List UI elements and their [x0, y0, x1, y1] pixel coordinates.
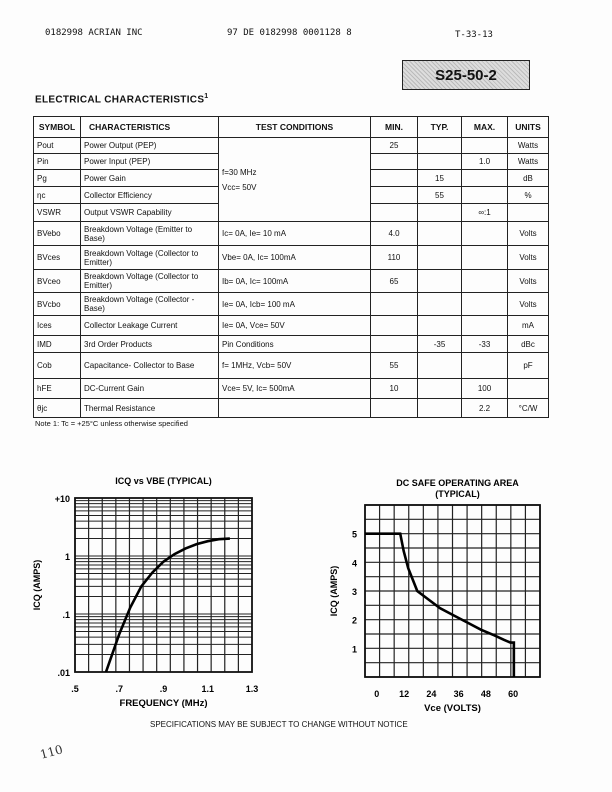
col-units: UNITS	[508, 117, 549, 138]
col-typ: TYP.	[418, 117, 462, 138]
footnote-mark: 1	[204, 93, 209, 100]
cell-typ: 15	[418, 170, 462, 187]
header-company: 0182998 ACRIAN INC	[45, 28, 143, 38]
cell-units: Volts	[508, 246, 549, 270]
cell-characteristic: Breakdown Voltage (Collector - Base)	[81, 293, 219, 316]
y-axis-label: ICQ (AMPS)	[329, 565, 339, 617]
cell-units: mA	[508, 316, 549, 336]
cell-condition: Pin Conditions	[219, 336, 371, 353]
cell-characteristic: Thermal Resistance	[81, 399, 219, 418]
cell-characteristic: DC-Current Gain	[81, 379, 219, 399]
cell-symbol: IMD	[34, 336, 81, 353]
cell-condition: Ib= 0A, Ic= 100mA	[219, 270, 371, 293]
x-tick-label: .5	[71, 684, 79, 694]
cell-units: Watts	[508, 138, 549, 154]
x-axis-label: Vce (VOLTS)	[424, 703, 481, 714]
x-tick-label: 48	[480, 689, 491, 699]
x-tick-label: 1.1	[201, 684, 215, 694]
cell-condition: f= 1MHz, Vcb= 50V	[219, 353, 371, 379]
cell-min: 55	[371, 353, 418, 379]
cell-condition: Ic= 0A, Ie= 10 mA	[219, 222, 371, 246]
shared-condition: Vcc= 50V	[222, 182, 257, 192]
cell-units: Watts	[508, 154, 549, 170]
header-code: 97 DE 0182998 0001128 8	[227, 28, 352, 38]
col-max: MAX.	[462, 117, 508, 138]
y-tick-label: 5	[351, 529, 357, 540]
x-tick-label: 1.3	[245, 684, 259, 694]
cell-min: 65	[371, 270, 418, 293]
cell-characteristic: 3rd Order Products	[81, 336, 219, 353]
shared-condition: f=30 MHz	[222, 167, 257, 177]
cell-characteristic: Breakdown Voltage (Emitter to Base)	[81, 222, 219, 246]
cell-characteristic: Collector Efficiency	[81, 187, 219, 204]
cell-characteristic: Breakdown Voltage (Collector to Emitter)	[81, 246, 219, 270]
section-title-text: ELECTRICAL CHARACTERISTICS	[35, 94, 205, 106]
cell-symbol: Pout	[34, 138, 81, 154]
y-tick-label: .1	[62, 610, 70, 620]
plot-frame	[75, 498, 252, 672]
y-tick-label: 2	[351, 615, 357, 626]
cell-characteristic: Capacitance- Collector to Base	[81, 353, 219, 379]
y-tick-label: 3	[351, 587, 357, 597]
cell-units: pF	[508, 353, 549, 379]
y-axis-label: ICQ (AMPS)	[32, 559, 42, 611]
x-tick-label: .9	[159, 684, 168, 694]
cell-min: 4.0	[371, 222, 418, 246]
cell-symbol: θjc	[34, 399, 81, 418]
cell-min: 25	[371, 138, 418, 154]
cell-units: dBc	[508, 336, 549, 353]
cell-symbol: BVces	[34, 246, 81, 270]
cell-characteristic: Power Output (PEP)	[81, 138, 219, 154]
cell-symbol: hFE	[34, 379, 81, 399]
header-ref: T-33-13	[455, 30, 493, 40]
cell-condition: Ie= 0A, Icb= 100 mA	[219, 293, 371, 316]
x-tick-label: .7	[115, 684, 124, 694]
y-tick-label: 4	[351, 558, 357, 569]
col-min: MIN.	[371, 117, 418, 138]
cell-max: 1.0	[462, 154, 508, 170]
x-tick-label: 12	[399, 689, 410, 699]
chart-subtitle: (TYPICAL)	[435, 489, 480, 499]
cell-symbol: Ices	[34, 316, 81, 336]
cell-typ: -35	[418, 336, 462, 353]
chart-title: DC SAFE OPERATING AREA	[396, 478, 519, 488]
cell-units: dB	[508, 170, 549, 187]
cell-symbol: BVcbo	[34, 293, 81, 316]
cell-condition: Vce= 5V, Ic= 500mA	[219, 379, 371, 399]
part-number: S25-50-2	[435, 66, 497, 84]
cell-max: ∞:1	[462, 204, 508, 222]
cell-units: %	[508, 187, 549, 204]
x-tick-label: 24	[426, 689, 437, 699]
chart-1	[365, 505, 540, 677]
cell-characteristic: Breakdown Voltage (Collector to Emitter)	[81, 270, 219, 293]
cell-characteristic: Collector Leakage Current	[81, 316, 219, 336]
cell-units: Volts	[508, 270, 549, 293]
cell-characteristic: Power Gain	[81, 170, 219, 187]
y-tick-label: 1	[64, 552, 70, 562]
cell-symbol: Pin	[34, 154, 81, 170]
cell-typ: 55	[418, 187, 462, 204]
y-tick-label: .01	[57, 668, 70, 678]
cell-symbol: VSWR	[34, 204, 81, 222]
cell-symbol: BVceo	[34, 270, 81, 293]
cell-condition: Ie= 0A, Vce= 50V	[219, 316, 371, 336]
cell-min: 110	[371, 246, 418, 270]
cell-condition: Vbe= 0A, Ic= 100mA	[219, 246, 371, 270]
cell-units: °C/W	[508, 399, 549, 418]
y-tick-label: 1	[351, 644, 357, 655]
cell-symbol: ηc	[34, 187, 81, 204]
y-tick-label: +10	[54, 494, 70, 504]
cell-max: 2.2	[462, 399, 508, 418]
col-test-conditions: TEST CONDITIONS	[219, 117, 371, 138]
x-axis-label: FREQUENCY (MHz)	[119, 698, 208, 709]
cell-characteristic: Power Input (PEP)	[81, 154, 219, 170]
chart-0	[75, 498, 252, 672]
cell-symbol: Cob	[34, 353, 81, 379]
cell-characteristic: Output VSWR Capability	[81, 204, 219, 222]
table-note: Note 1: Tc = +25°C unless otherwise specified	[35, 419, 188, 428]
col-characteristics: CHARACTERISTICS	[81, 117, 219, 138]
cell-units: Volts	[508, 222, 549, 246]
cell-max: -33	[462, 336, 508, 353]
cell-symbol: BVebo	[34, 222, 81, 246]
col-symbol: SYMBOL	[34, 117, 81, 138]
chart-title: ICQ vs VBE (TYPICAL)	[115, 476, 212, 486]
cell-min: 10	[371, 379, 418, 399]
x-tick-label: 36	[453, 689, 464, 699]
x-tick-label: 0	[374, 689, 380, 699]
cell-units: Volts	[508, 293, 549, 316]
cell-symbol: Pg	[34, 170, 81, 187]
cell-max: 100	[462, 379, 508, 399]
handwritten-mark: 110	[38, 742, 65, 762]
footer-notice: SPECIFICATIONS MAY BE SUBJECT TO CHANGE WITHOUT NOTICE	[150, 720, 408, 729]
x-tick-label: 60	[508, 689, 519, 699]
